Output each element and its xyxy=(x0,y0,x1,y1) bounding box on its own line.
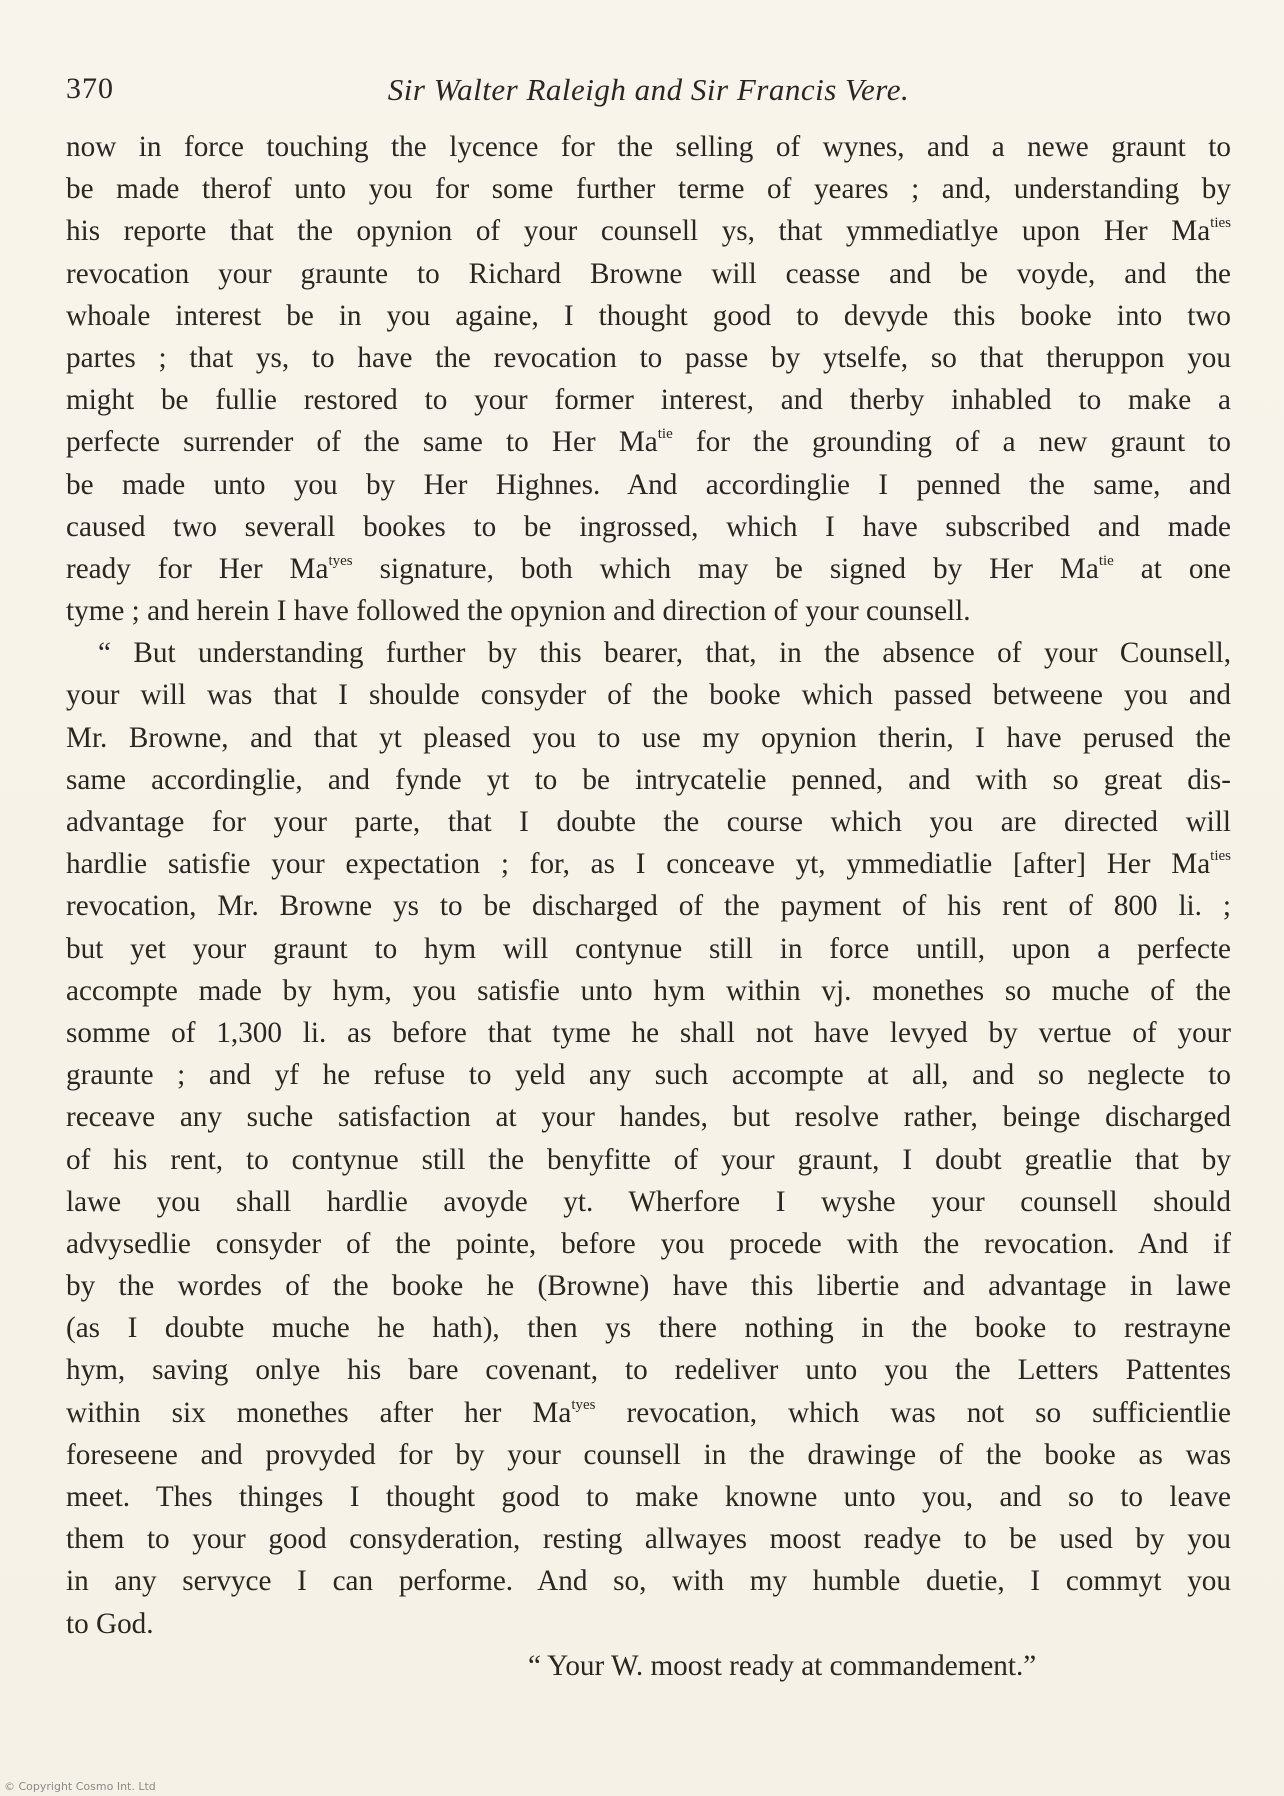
text-line: partes ; that ys, to have the revocation to passe by ytselfe, so that theruppon you xyxy=(66,341,1231,374)
text-line: your will was that I shoulde consyder of the booke which passed betweene you and xyxy=(66,679,1231,712)
text-line: hym, saving onlye his bare covenant, to redeliver unto you the Letters Pattentes xyxy=(66,1354,1231,1387)
letter-body xyxy=(66,126,1231,1687)
text-line: hardlie satisfie your expectation ; for, as I conceave yt, ymmediatlie [after] Her $Ma^{ties}$ xyxy=(66,848,1231,881)
text-line: meet. Thes thinges I thought good to make knowne unto you, and so to leave xyxy=(66,1481,1231,1513)
text-line: of his rent, to contynue still the benyfitte of your graunt, I doubt greatlie that by xyxy=(66,1143,1231,1176)
text-line: same accordinglie, and fynde yt to be intrycatelie penned, and with so great dis- xyxy=(66,763,1231,796)
text-line: by the wordes of the booke he (Browne) have this libertie and advantage in lawe xyxy=(66,1270,1231,1303)
text-line: receave any suche satisfaction at your handes, but resolve rather, beinge discharged xyxy=(66,1101,1231,1134)
running-title: Sir Walter Raleigh and Sir Francis Vere. xyxy=(387,72,910,107)
superscript: tie xyxy=(1098,552,1114,569)
text-line: ready for Her $Ma^{tyes}$ signature, both which may be signed by Her $Ma^{tie}$ at one xyxy=(66,552,1231,585)
text-line: his reporte that the opynion of your counsell ys, that ymmediatlye upon Her $Ma^{ties}$ xyxy=(66,215,1231,248)
text-line: “ But understanding further by this bearer, that, in the absence of your Counsell, xyxy=(98,637,1231,670)
text-line: within six monethes after her $Ma^{tyes}$ revocation, which was not so sufficientlie xyxy=(66,1396,1231,1429)
text-line: perfecte surrender of the same to Her $Ma^{tie}$ for the grounding of a new graunt to xyxy=(66,426,1231,459)
copyright-notice: © Copyright Cosmo Int. Ltd xyxy=(4,1780,156,1793)
text-line: whoale interest be in you againe, I thought good to devyde this booke into two xyxy=(66,299,1231,332)
text-line: Mr. Browne, and that yt pleased you to use my opynion therin, I have perused the xyxy=(66,721,1231,754)
text-line: graunte ; and yf he refuse to yeld any such accompte at all, and so neglecte to xyxy=(66,1059,1231,1092)
page-number: 370 xyxy=(66,72,114,105)
text-line: now in force touching the lycence for the selling of wynes, and a newe graunt to xyxy=(66,131,1231,163)
text-line: be made therof unto you for some further terme of yeares ; and, understanding by xyxy=(66,173,1231,206)
text-line: them to your good consyderation, resting allwayes moost readye to be used by you xyxy=(66,1523,1231,1556)
text-line: caused two severall bookes to be ingrossed, which I have subscribed and made xyxy=(66,510,1231,543)
page-header xyxy=(66,72,1231,116)
text-line: revocation, Mr. Browne ys to be discharged of the payment of his rent of 800 li. ; xyxy=(66,890,1231,923)
superscript: ties xyxy=(1210,848,1231,865)
text-line: advysedlie consyder of the pointe, before you procede with the revocation. And if xyxy=(66,1227,1231,1260)
text-line: foreseene and provyded for by your counsell in the drawinge of the booke as was xyxy=(66,1438,1231,1471)
text-line: in any servyce I can performe. And so, with my humble duetie, I commyt you xyxy=(66,1565,1231,1598)
text-line: to God. xyxy=(66,1607,154,1640)
text-line: revocation your graunte to Richard Browne will ceasse and be voyde, and the xyxy=(66,257,1231,290)
letter-signature: “ Your W. moost ready at commandement.” xyxy=(528,1649,1037,1682)
superscript: tyes xyxy=(571,1396,596,1413)
text-line: lawe you shall hardlie avoyde yt. Wherfore I wyshe your counsell should xyxy=(66,1185,1231,1218)
text-line: tyme ; and herein I have followed the opynion and direction of your counsell. xyxy=(66,595,971,628)
superscript: ties xyxy=(1210,215,1231,232)
text-line: accompte made by hym, you satisfie unto hym within vj. monethes so muche of the xyxy=(66,974,1231,1007)
superscript: tie xyxy=(657,426,673,443)
text-line: might be fullie restored to your former interest, and therby inhabled to make a xyxy=(66,384,1231,417)
text-line: advantage for your parte, that I doubte the course which you are directed will xyxy=(66,806,1231,838)
text-line: somme of 1,300 li. as before that tyme he shall not have levyed by vertue of your xyxy=(66,1016,1231,1049)
text-line: but yet your graunt to hym will contynue still in force untill, upon a perfecte xyxy=(66,932,1231,965)
superscript: tyes xyxy=(328,552,353,569)
text-line: (as I doubte muche he hath), then ys there nothing in the booke to restrayne xyxy=(66,1312,1231,1345)
text-line: be made unto you by Her Highnes. And accordinglie I penned the same, and xyxy=(66,468,1231,501)
